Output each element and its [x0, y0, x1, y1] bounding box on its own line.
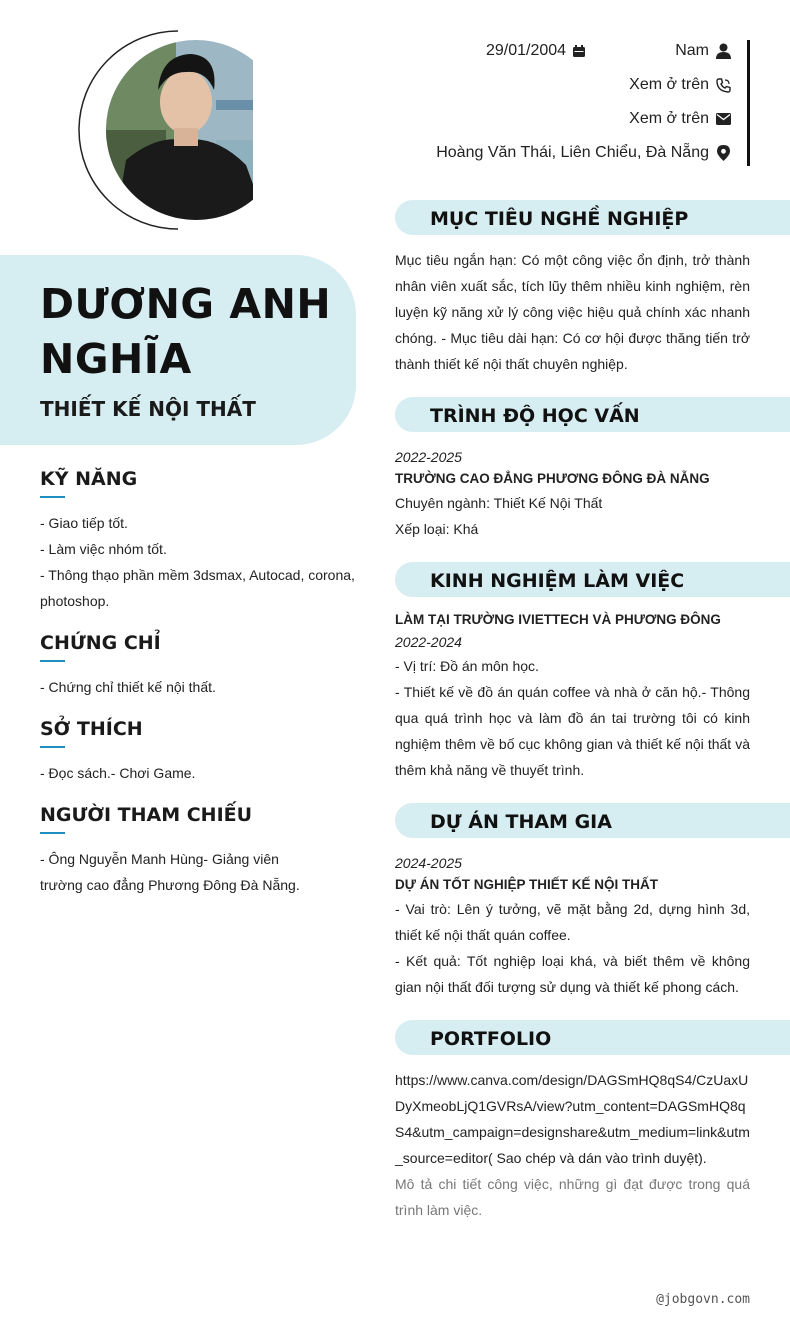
hobby-item: - Đọc sách.- Chơi Game.: [40, 765, 196, 781]
birthdate-row: [486, 42, 586, 60]
education-section: [395, 397, 790, 542]
location-pin-icon: [715, 145, 731, 161]
certificate-item: - Chứng chỉ thiết kế nội thất.: [40, 679, 216, 695]
portfolio-link[interactable]: https://www.canva.com/design/DAGSmHQ8qS4/CzUaxUDyXmeobLjQ1GVRsA/view?utm_content=DAGSmHQ8qS4&utm_campaign=designshare&utm_medium=link&utm_source=editor( Sao chép và dán vào trình duyệt).: [395, 1072, 750, 1166]
avatar: [106, 40, 253, 220]
left-column: [40, 468, 356, 916]
skill-item: - Thông thạo phần mềm 3dsmax, Autocad, corona, photoshop.: [40, 567, 355, 609]
phone-row: [629, 76, 731, 94]
footer-watermark: @jobgovn.com: [656, 1292, 750, 1307]
certificates-section: [40, 632, 356, 700]
project-period: 2024-2025: [395, 855, 462, 871]
reference-item: - Ông Nguyễn Manh Hùng- Giảng viên trường cao đẳng Phương Đông Đà Nẵng.: [40, 851, 300, 893]
email-text: Xem ở trên: [629, 110, 709, 127]
experience-line: - Vị trí: Đồ án môn học.: [395, 658, 539, 674]
right-column: [395, 200, 790, 1243]
calendar-icon: [572, 44, 586, 58]
portfolio-heading: PORTFOLIO: [395, 1020, 790, 1055]
envelope-icon: [715, 111, 731, 127]
name-panel: [0, 255, 356, 445]
contact-info: [390, 40, 750, 166]
birthdate-text: 29/01/2004: [486, 42, 567, 59]
projects-heading: DỰ ÁN THAM GIA: [395, 803, 790, 838]
address-row: [436, 144, 731, 162]
gender-row: [675, 42, 731, 60]
experience-section: [395, 562, 790, 783]
phone-icon: [715, 77, 731, 93]
experience-heading: KINH NGHIỆM LÀM VIỆC: [395, 562, 790, 597]
skills-section: [40, 468, 356, 614]
education-major: Chuyên ngành: Thiết Kế Nội Thất: [395, 495, 603, 511]
education-period: 2022-2025: [395, 449, 462, 465]
education-heading: TRÌNH ĐỘ HỌC VẤN: [395, 397, 790, 432]
skill-item: - Làm việc nhóm tốt.: [40, 541, 167, 557]
avatar-area: [78, 30, 278, 230]
certificates-heading: CHỨNG CHỈ: [40, 632, 356, 662]
user-icon: [715, 43, 731, 59]
references-section: [40, 804, 356, 898]
email-row: [629, 110, 731, 128]
job-title: THIẾT KẾ NỘI THẤT: [40, 397, 256, 421]
project-line: - Vai trò: Lên ý tưởng, vẽ mặt bằng 2d, dựng hình 3d, thiết kế nội thất quán coffee.: [395, 901, 750, 943]
project-name: DỰ ÁN TỐT NGHIỆP THIẾT KẾ NỘI THẤT: [395, 877, 658, 892]
project-line: - Kết quả: Tốt nghiệp loại khá, và biết thêm về không gian nội thất đối tượng sử dụng và thiết kế phong cách.: [395, 953, 750, 995]
objective-heading: MỤC TIÊU NGHỀ NGHIỆP: [395, 200, 790, 235]
references-heading: NGƯỜI THAM CHIẾU: [40, 804, 356, 834]
portfolio-section: [395, 1020, 790, 1223]
experience-org: LÀM TẠI TRƯỜNG IVIETTECH VÀ PHƯƠNG ĐÔNG: [395, 612, 721, 627]
school-name: TRƯỜNG CAO ĐẲNG PHƯƠNG ĐÔNG ĐÀ NẴNG: [395, 471, 710, 486]
projects-section: [395, 803, 790, 1000]
hobbies-section: [40, 718, 356, 786]
objective-section: [395, 200, 790, 377]
education-grade: Xếp loại: Khá: [395, 521, 479, 537]
experience-line: - Thiết kế về đồ án quán coffee và nhà ở căn hộ.- Thông qua quá trình học và làm đồ án tai trường tôi có kinh nghiệm thêm về bố cục không gian và thiết kế nội thất và thêm khả năng về thuyết trình.: [395, 684, 750, 778]
address-text: Hoàng Văn Thái, Liên Chiểu, Đà Nẵng: [436, 144, 709, 161]
portfolio-note: Mô tả chi tiết công việc, những gì đạt được trong quá trình làm việc.: [395, 1176, 750, 1218]
experience-period: 2022-2024: [395, 634, 462, 650]
skill-item: - Giao tiếp tốt.: [40, 515, 128, 531]
hobbies-heading: SỞ THÍCH: [40, 718, 356, 748]
gender-text: Nam: [675, 42, 709, 59]
full-name: DƯƠNG ANH NGHĨA: [40, 280, 332, 383]
skills-heading: KỸ NĂNG: [40, 468, 356, 498]
phone-text: Xem ở trên: [629, 76, 709, 93]
objective-text: Mục tiêu ngắn hạn: Có một công việc ổn định, trở thành nhân viên xuất sắc, tích lũy thêm nhiều kinh nghiệm, rèn luyện kỹ năng xử lý công việc hiệu quả chính xác nhanh chóng. - Mục tiêu dài hạn: Có cơ hội được thăng tiến trở thành thiết kế nội thất chuyên nghiệp.: [395, 252, 750, 372]
